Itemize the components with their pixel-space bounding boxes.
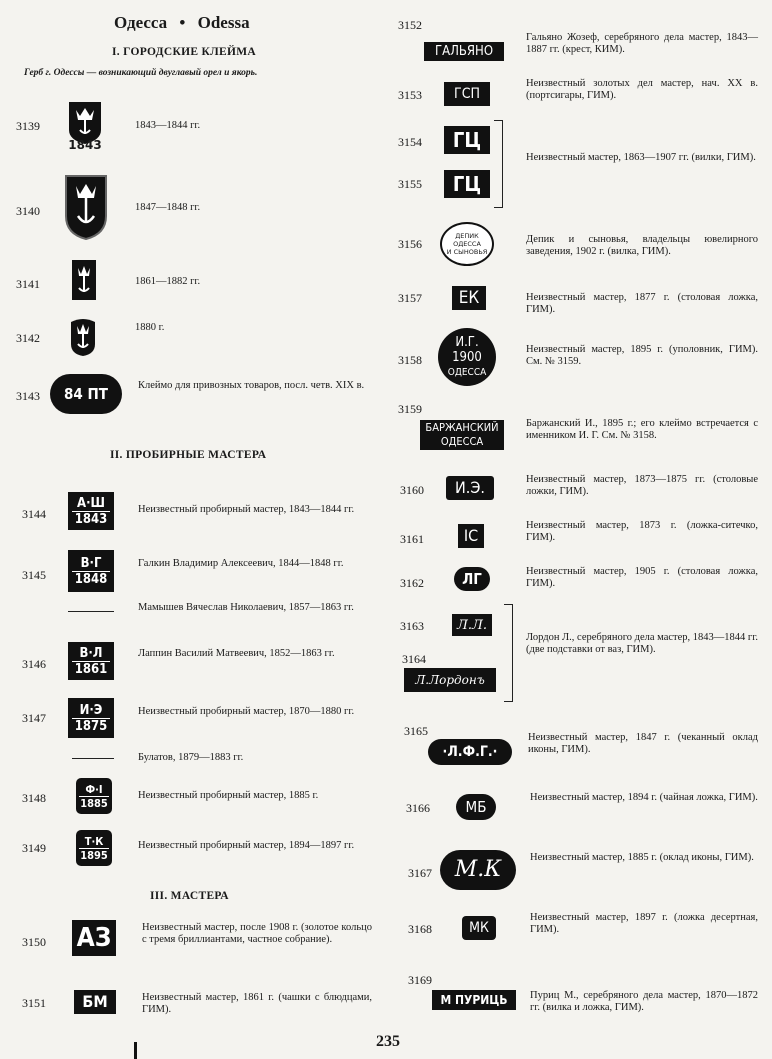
hallmark-year: 1885 [80,796,108,810]
entry-description: Неизвестный мастер, 1847 г. (чеканный оклад иконы, ГИМ). [528,732,758,755]
entry-number: 3141 [16,277,40,291]
entry-description: Неизвестный мастер, 1861 г. (чашки с блюдцами, ГИМ). [142,992,372,1015]
page-number: 235 [376,1033,400,1050]
entry-description: Неизвестный мастер, 1894 г. (чайная ложка, ГИМ). [530,792,758,803]
entry-number: 3146 [22,657,46,671]
hallmark-3165: ·Л.Ф.Г.· [428,739,512,765]
hallmark-3164: Л.Лордонъ [404,668,496,692]
entry-number: 3148 [22,791,46,805]
entry-description: Клеймо для привозных товаров, посл. четв. XIX в. [138,380,365,391]
hallmark-initials: В·Г [72,557,111,572]
entry-number: 3160 [400,483,424,497]
entry-description: Неизвестный мастер, 1873—1875 гг. (столовые ложки, ГИМ). [526,474,758,497]
hallmark-3169: М ПУРИЦЬ [432,990,516,1010]
hallmark-3150: АЗ [72,920,116,956]
hallmark-3142 [68,316,98,363]
entry-number: 3142 [16,331,40,345]
entry-description: Неизвестный мастер, 1873 г. (ложка-ситечко, ГИМ). [526,520,758,543]
hallmark-3168: МК [462,916,496,940]
hallmark-year: 1843 [68,138,102,152]
entry-number: 3149 [22,841,46,855]
hallmark-3161: IС [458,524,484,548]
section-heading-masters: III. МАСТЕРА [150,890,229,902]
hallmark-3144 [68,492,114,530]
hallmark-text: 1900 [452,349,482,365]
entry-number: 3155 [398,177,422,191]
hallmark-3162: ЛГ [454,567,490,591]
hallmark-3160: И.Э. [446,476,494,500]
hallmark-text: ОДЕССА [440,435,484,448]
entry-number: 3168 [408,922,432,936]
entry-number: 3139 [16,119,40,133]
hallmark-3166: МБ [456,794,496,820]
hallmark-text: ОДЕССА [447,366,487,378]
entry-description: Баржанский И., 1895 г.; его клеймо встречается с именником И. Г. См. № 3158. [526,418,758,441]
entry-description: 1861—1882 гг. [135,276,201,287]
entry-number: 3154 [398,135,422,149]
entry-description: Неизвестный золотых дел мастер, нач. XX в. (портсигары, ГИМ). [526,78,758,101]
hallmark-3154: ГЦ [444,126,490,154]
entry-description: Неизвестный пробирный мастер, 1843—1844 гг. [138,504,355,515]
hallmark-initials: А·Ш [72,497,111,512]
hallmark-year: 1843 [74,511,108,527]
hallmark-text: БАРЖАНСКИЙ [425,421,499,434]
divider [72,758,114,759]
entry-number: 3159 [398,402,422,416]
page-edge-mark [134,1042,137,1059]
entry-description: Неизвестный пробирный мастер, 1894—1897 гг. [138,840,355,851]
entry-number: 3161 [400,532,424,546]
entry-description: Мамышев Вячеслав Николаевич, 1857—1863 гг. [138,602,354,613]
entry-number: 3145 [22,568,46,582]
hallmark-3145 [68,550,114,592]
hallmark-3140 [62,172,110,247]
entry-number: 3157 [398,291,422,305]
entry-description: 1847—1848 гг. [135,202,201,213]
entry-number: 3147 [22,711,46,725]
entry-number: 3140 [16,204,40,218]
group-bracket [494,120,503,208]
entry-number: 3151 [22,996,46,1010]
hallmark-initials: В·Л [72,647,111,662]
entry-number: 3158 [398,353,422,367]
hallmark-3139 [66,100,104,152]
hallmark-3156 [440,222,494,266]
entry-number: 3164 [402,652,426,666]
hallmark-3152: ГАЛЬЯНО [424,42,504,61]
section-subtitle: Герб г. Одессы — возникающий двуглавый орел и якорь. [24,68,258,78]
entry-description: Гальяно Жозеф, серебряного дела мастер, 1843—1887 гг. (крест, КИМ). [526,32,758,55]
hallmark-initials: Ф·І [79,784,109,797]
hallmark-3147 [68,698,114,738]
section-heading-assay-masters: II. ПРОБИРНЫЕ МАСТЕРА [110,449,267,461]
entry-number: 3165 [404,724,428,738]
hallmark-3149 [76,830,112,866]
entry-description: Неизвестный мастер, после 1908 г. (золотое кольцо с тремя бриллиантами, частное собрание). [142,922,372,945]
hallmark-text: И СЫНОВЬЯ [446,248,488,256]
hallmark-3159 [420,420,504,450]
entry-number: 3150 [22,935,46,949]
entry-number: 3163 [400,619,424,633]
hallmark-3163: Л.Л. [452,614,492,636]
entry-description: Лордон Л., серебряного дела мастер, 1843—1844 гг. (две подставки от ваз, ГИМ). [526,632,758,655]
entry-description: Неизвестный мастер, 1895 г. (уполовник, ГИМ). См. № 3159. [526,344,758,367]
entry-description: Неизвестный мастер, 1877 г. (столовая ложка, ГИМ). [526,292,758,315]
entry-description: 1880 г. [135,322,165,333]
hallmark-3146 [68,642,114,680]
entry-description: Неизвестный мастер, 1897 г. (ложка десертная, ГИМ). [530,912,758,935]
hallmark-year: 1848 [74,571,108,587]
entry-description: Депик и сыновья, владельцы ювелирного заведения, 1902 г. (вилка, ГИМ). [526,234,758,257]
hallmark-3158 [438,328,496,386]
page-title: Одесса • Odessa [114,13,250,32]
divider [68,611,114,612]
entry-number: 3152 [398,18,422,32]
hallmark-3155: ГЦ [444,170,490,198]
entry-number: 3166 [406,801,430,815]
entry-description: Галкин Владимир Алексеевич, 1844—1848 гг. [138,558,344,569]
hallmark-3153: ГСП [444,82,490,106]
entry-description: Неизвестный мастер, 1885 г. (оклад иконы, ГИМ). [530,852,754,863]
entry-number: 3167 [408,866,432,880]
hallmark-3148 [76,778,112,814]
entry-number: 3144 [22,507,46,521]
hallmark-year: 1861 [74,661,108,677]
hallmark-initials: Т·К [79,836,109,849]
section-heading-city-marks: I. ГОРОДСКИЕ КЛЕЙМА [112,46,256,58]
hallmark-3141 [70,258,98,307]
group-bracket [504,604,513,702]
entry-description: Неизвестный мастер, 1905 г. (столовая ложка, ГИМ). [526,566,758,589]
hallmark-3157: ЕК [452,286,486,310]
entry-description: 1843—1844 гг. [135,120,201,131]
entry-description: Лаппин Василий Матвеевич, 1852—1863 гг. [138,648,335,659]
entry-description: Неизвестный мастер, 1863—1907 гг. (вилки, ГИМ). [526,152,756,163]
entry-description: Пуриц М., серебряного дела мастер, 1870—1872 гг. (вилка и ложка, ГИМ). [530,990,758,1013]
hallmark-3151: БМ [74,990,116,1014]
hallmark-3167: М.К [440,850,516,890]
hallmark-3143: 84 ПТ [50,374,122,414]
entry-description: Неизвестный пробирный мастер, 1885 г. [138,790,319,801]
hallmark-text: ДЕПИК [455,232,479,240]
entry-number: 3169 [408,973,432,987]
hallmark-text: ОДЕССА [453,240,481,248]
entry-number: 3143 [16,389,40,403]
entry-description: Булатов, 1879—1883 гг. [138,752,244,763]
entry-number: 3156 [398,237,422,251]
entry-description: Неизвестный пробирный мастер, 1870—1880 гг. [138,706,355,717]
entry-number: 3162 [400,576,424,590]
hallmark-initials: И·Э [72,704,111,719]
entry-number: 3153 [398,88,422,102]
hallmark-text: И.Г. [455,334,479,350]
hallmark-year: 1895 [80,848,108,862]
hallmark-year: 1875 [74,718,108,734]
